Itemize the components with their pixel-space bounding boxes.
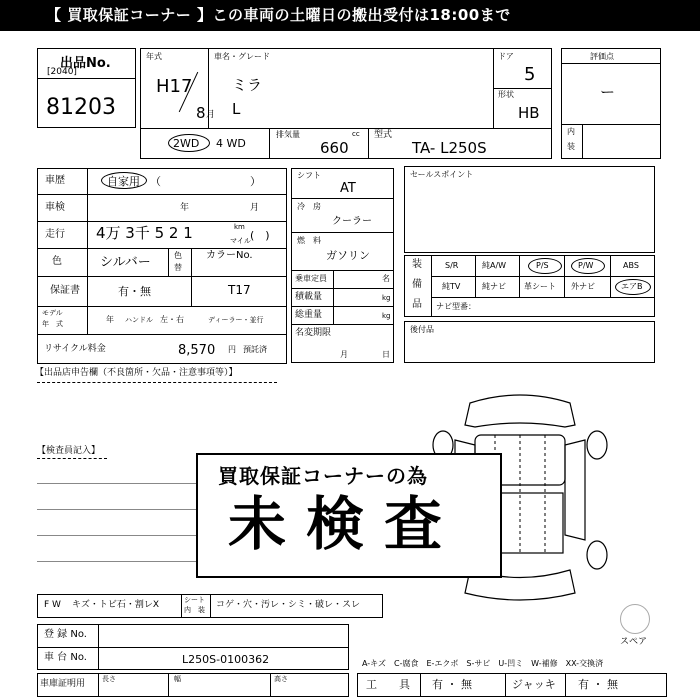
shift-value: AT xyxy=(340,181,356,196)
equipment-label-3: 品 xyxy=(412,299,422,310)
recycle-unit: 円 xyxy=(228,345,236,354)
interior-label-2: 装 xyxy=(567,142,575,151)
equip-ps: P/S xyxy=(536,261,549,270)
handle-value: 左・右 xyxy=(160,315,184,324)
tool-label: 工 具 xyxy=(366,678,410,691)
inspection-month: 月 xyxy=(250,203,260,213)
score-label: 評価点 xyxy=(590,52,614,61)
stamp-line2: 未検査 xyxy=(228,490,463,558)
inspection-year: 年 xyxy=(180,203,190,213)
inspector-label: 【検査員記入】 xyxy=(37,446,101,456)
history-value: 自家用 xyxy=(107,175,140,188)
spare-label: スペア xyxy=(620,637,648,647)
door-label: ドア xyxy=(498,52,514,61)
seat-label-2: 内 装 xyxy=(184,606,205,614)
equip-aw: 純A/W xyxy=(482,261,507,270)
registration-label: 登 録 No. xyxy=(44,629,87,640)
warranty-value: 有・無 xyxy=(118,285,151,298)
drive-2wd: 2WD xyxy=(173,137,200,150)
navi-model-label: ナビ型番： xyxy=(436,302,476,311)
mileage-paren: ( ) xyxy=(250,229,270,242)
lot-code: [2040] xyxy=(47,67,77,77)
recycle-label: リサイクル料金 xyxy=(44,344,106,354)
shape-label: 形状 xyxy=(498,90,514,99)
equipment-label-1: 装 xyxy=(412,259,422,270)
mileage-value: 4万 3千 5 2 1 xyxy=(96,224,193,242)
shape-value: HB xyxy=(518,104,540,122)
equipment-label-2: 備 xyxy=(412,279,422,290)
aftermarket-label: 後付品 xyxy=(410,325,434,334)
garage-cert-height: 高さ xyxy=(274,675,288,683)
damage-legend: A-キズ C-腐食 E-エクボ S-サビ U-凹ミ W-補修 XX-交換済 xyxy=(362,659,604,668)
shift-label: シフト xyxy=(297,171,321,180)
displacement-label: 排気量 xyxy=(276,130,300,139)
recycle-status: 預託済 xyxy=(243,345,267,354)
inspection-label: 車検 xyxy=(45,202,65,213)
model-change-year: 年 xyxy=(106,315,114,324)
jack-label: ジャッキ xyxy=(512,678,556,691)
capacity-unit: 名 xyxy=(382,274,390,283)
name-change-label: 名変期限 xyxy=(295,328,332,338)
equip-leather: 革シート xyxy=(524,282,556,291)
fuel-label: 燃 料 xyxy=(297,236,321,245)
equip-pw: P/W xyxy=(578,261,594,270)
interior-label-1: 内 xyxy=(567,127,575,136)
car-name: ミラ xyxy=(232,76,263,94)
total-weight-unit: kg xyxy=(382,312,391,320)
sales-point-box xyxy=(404,166,655,253)
drive-4wd: 4 WD xyxy=(216,137,246,150)
color-swap-1: 色 xyxy=(174,251,182,260)
equip-ext-navi: 外ナビ xyxy=(571,282,595,291)
equip-tv: 純TV xyxy=(442,282,461,291)
tool-value: 有 ・ 無 xyxy=(432,678,472,691)
lot-number-label: 出品No. xyxy=(60,56,111,71)
fuel-value: ガソリン xyxy=(326,249,370,262)
mileage-unit-km: km xyxy=(234,223,245,231)
equip-airbag: エアB xyxy=(621,282,643,291)
warranty-label: 保証書 xyxy=(50,285,80,296)
spare-tire-icon xyxy=(620,604,650,634)
equip-navi: 純ナビ xyxy=(482,282,506,291)
month-suffix: 月 xyxy=(206,110,216,120)
load-unit: kg xyxy=(382,294,391,302)
handle-label: ハンドル xyxy=(125,316,153,324)
car-grade: L xyxy=(232,100,241,118)
color-swap-2: 替 xyxy=(174,263,182,272)
color-no-value: T17 xyxy=(228,283,251,297)
history-paren-close: ） xyxy=(250,175,261,188)
jack-value: 有 ・ 無 xyxy=(578,678,618,691)
sales-point-label: セールスポイント xyxy=(410,170,474,179)
name-change-day: 日 xyxy=(382,350,390,359)
score-box xyxy=(561,48,661,159)
year-value: H17 xyxy=(156,76,193,97)
model-label: 型式 xyxy=(374,130,393,140)
recycle-value: 8,570 xyxy=(178,343,216,358)
displacement-value: 660 xyxy=(320,139,349,157)
seat-label-1: シート xyxy=(184,596,205,604)
glass-label: F W xyxy=(44,600,61,610)
door-count: 5 xyxy=(524,64,536,85)
total-weight-label: 総重量 xyxy=(295,310,323,320)
glass-items: キズ・トビ石・割レX xyxy=(72,600,159,610)
ac-label: 冷 房 xyxy=(297,202,321,211)
score-value: ー xyxy=(600,83,616,101)
seller-note-label: 【出品店申告欄（不良箇所・欠品・注意事項等）】 xyxy=(35,368,238,378)
month-value: 8 xyxy=(196,104,206,122)
history-label: 車歴 xyxy=(45,175,65,186)
chassis-value: L250S-0100362 xyxy=(182,653,270,666)
stamp-line1: 買取保証コーナーの為 xyxy=(218,464,428,488)
mileage-unit-mile: マイル xyxy=(230,237,251,245)
dealer-label: ディーラー・並行 xyxy=(208,316,264,324)
equip-abs: ABS xyxy=(623,261,639,270)
color-label: 色 xyxy=(52,256,62,267)
ac-value: クーラー xyxy=(332,216,372,227)
header-banner-text: 【 買取保証コーナー 】この車両の土曜日の搬出受付は18:00まで xyxy=(46,6,511,24)
model-change-label-2: 年 式 xyxy=(42,320,63,328)
lot-number: 81203 xyxy=(46,95,116,120)
color-value: シルバー xyxy=(100,255,151,270)
name-change-month: 月 xyxy=(340,350,348,359)
aftermarket-box xyxy=(404,321,655,363)
equip-sr: S/R xyxy=(445,261,459,270)
garage-cert-width: 幅 xyxy=(174,675,181,683)
history-paren-open: （ xyxy=(150,175,161,188)
capacity-label: 乗車定員 xyxy=(295,274,327,283)
garage-cert-label: 車庫証明用 xyxy=(40,679,86,689)
model-value: TA- L250S xyxy=(412,139,487,157)
year-label: 年式 xyxy=(146,52,162,61)
seat-items: コゲ・穴・汚レ・シミ・破レ・スレ xyxy=(216,600,361,610)
model-change-label-1: モデル xyxy=(42,309,63,317)
color-no-label: カラーNo. xyxy=(206,250,253,261)
displacement-unit: cc xyxy=(352,130,360,138)
load-label: 積載量 xyxy=(295,292,323,302)
garage-cert-length: 長さ xyxy=(102,675,116,683)
chassis-label: 車 台 No. xyxy=(44,652,87,663)
car-name-label: 車名・グレード xyxy=(214,52,270,61)
mileage-label: 走行 xyxy=(45,229,65,240)
